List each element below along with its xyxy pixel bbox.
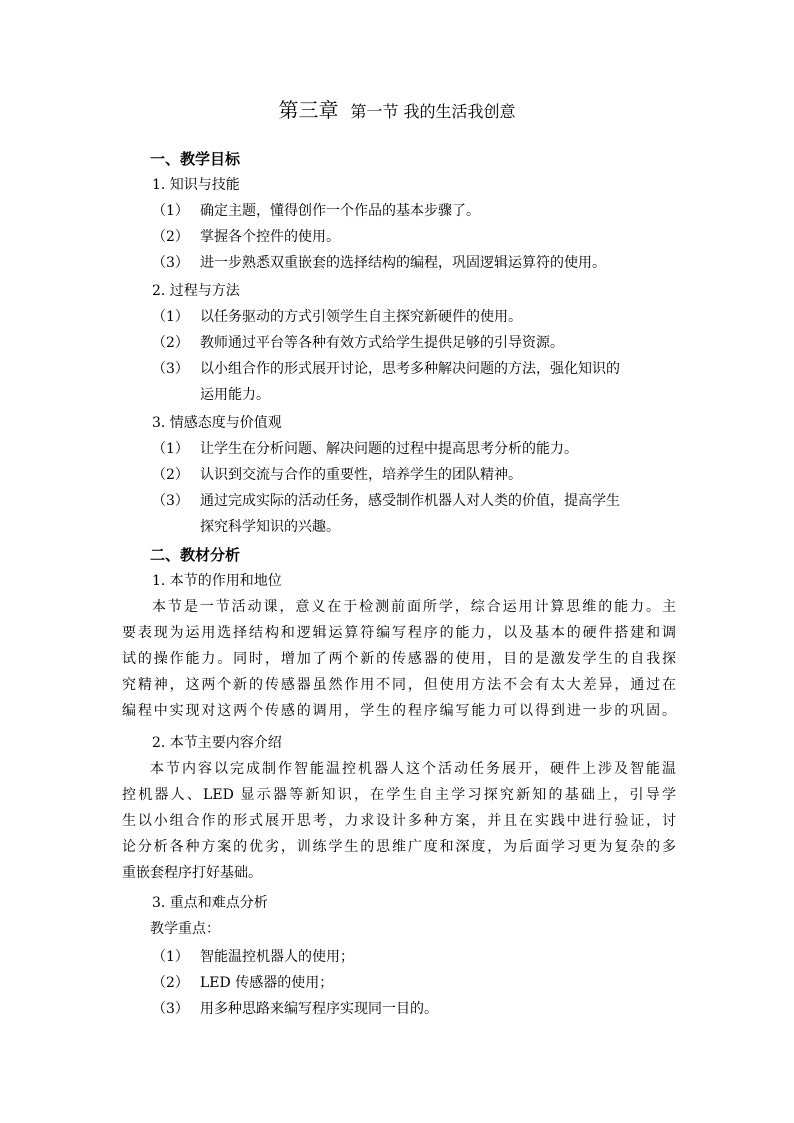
list-item: （1） 确定主题，懂得创作一个作品的基本步骤了。 — [152, 203, 480, 219]
list-item: （3） 通过完成实际的活动任务，感受制作机器人对人类的价值，提高学生 — [152, 493, 620, 509]
list-item: （2） 掌握各个控件的使用。 — [152, 229, 340, 245]
list-item: （1） 让学生在分析问题、解决问题的过程中提高思考分析的能力。 — [152, 441, 578, 457]
list-item: （3） 用多种思路来编写程序实现同一目的。 — [152, 1001, 438, 1017]
subheading-attitude: 3. 情感态度与价值观 — [152, 415, 282, 431]
paragraph-line: 本节是一节活动课，意义在于检测前面所学，综合运用计算思维的能力。主 — [150, 599, 676, 615]
subheading-keypoints: 3. 重点和难点分析 — [152, 895, 268, 911]
list-item: （3） 进一步熟悉双重嵌套的选择结构的编程，巩固逻辑运算符的使用。 — [152, 255, 606, 271]
list-item: （3） 以小组合作的形式展开讨论，思考多种解决问题的方法，强化知识的 — [152, 361, 620, 377]
paragraph-line: 论分析各种方案的优劣，训练学生的思维广度和深度，为后面学习更为复杂的多 — [122, 839, 676, 855]
paragraph-line: 编程中实现对这两个传感的调用，学生的程序编写能力可以得到进一步的巩固。 — [122, 703, 676, 719]
list-item-continuation: 运用能力。 — [200, 387, 270, 403]
paragraph-line: 要表现为运用选择结构和逻辑运算符编写程序的能力，以及基本的硬件搭建和调 — [122, 625, 676, 641]
paragraph-line: 究精神，这两个新的传感器虽然作用不同，但使用方法不会有太大差异，通过在 — [122, 677, 676, 693]
paragraph-line: 试的操作能力。同时，增加了两个新的传感器的使用，目的是激发学生的自我探 — [122, 651, 676, 667]
paragraph-line: 重嵌套程序打好基础。 — [122, 865, 262, 881]
subheading-role: 1. 本节的作用和地位 — [152, 573, 282, 589]
list-item: （2） 认识到交流与合作的重要性，培养学生的团队精神。 — [152, 467, 522, 483]
page-title — [0, 96, 794, 126]
list-item: （1） 以任务驱动的方式引领学生自主探究新硬件的使用。 — [152, 309, 522, 325]
chapter-title: 第三章 — [278, 98, 339, 122]
list-item: （2） 教师通过平台等各种有效方式给学生提供足够的引导资源。 — [152, 335, 564, 351]
list-item-continuation: 探究科学知识的兴趣。 — [200, 519, 340, 535]
heading-objectives: 一、教学目标 — [150, 150, 241, 168]
heading-analysis: 二、教材分析 — [150, 546, 241, 564]
section-title: 第一节 我的生活我创意 — [350, 102, 516, 121]
paragraph-line: 本节内容以完成制作智能温控机器人这个活动任务展开，硬件上涉及智能温 — [150, 761, 676, 777]
paragraph-line: 控机器人、LED 显示器等新知识，在学生自主学习探究新知的基础上，引导学 — [122, 787, 676, 803]
paragraph-line: 生以小组合作的形式展开思考，力求设计多种方案，并且在实践中进行验证，讨 — [122, 813, 676, 829]
subheading-process: 2. 过程与方法 — [152, 283, 240, 299]
list-item: （1） 智能温控机器人的使用； — [152, 949, 354, 965]
list-item: （2） LED 传感器的使用； — [152, 975, 334, 991]
subheading-content: 2. 本节主要内容介绍 — [152, 735, 282, 751]
keypoints-label: 教学重点： — [150, 921, 220, 937]
subheading-knowledge: 1. 知识与技能 — [152, 177, 240, 193]
